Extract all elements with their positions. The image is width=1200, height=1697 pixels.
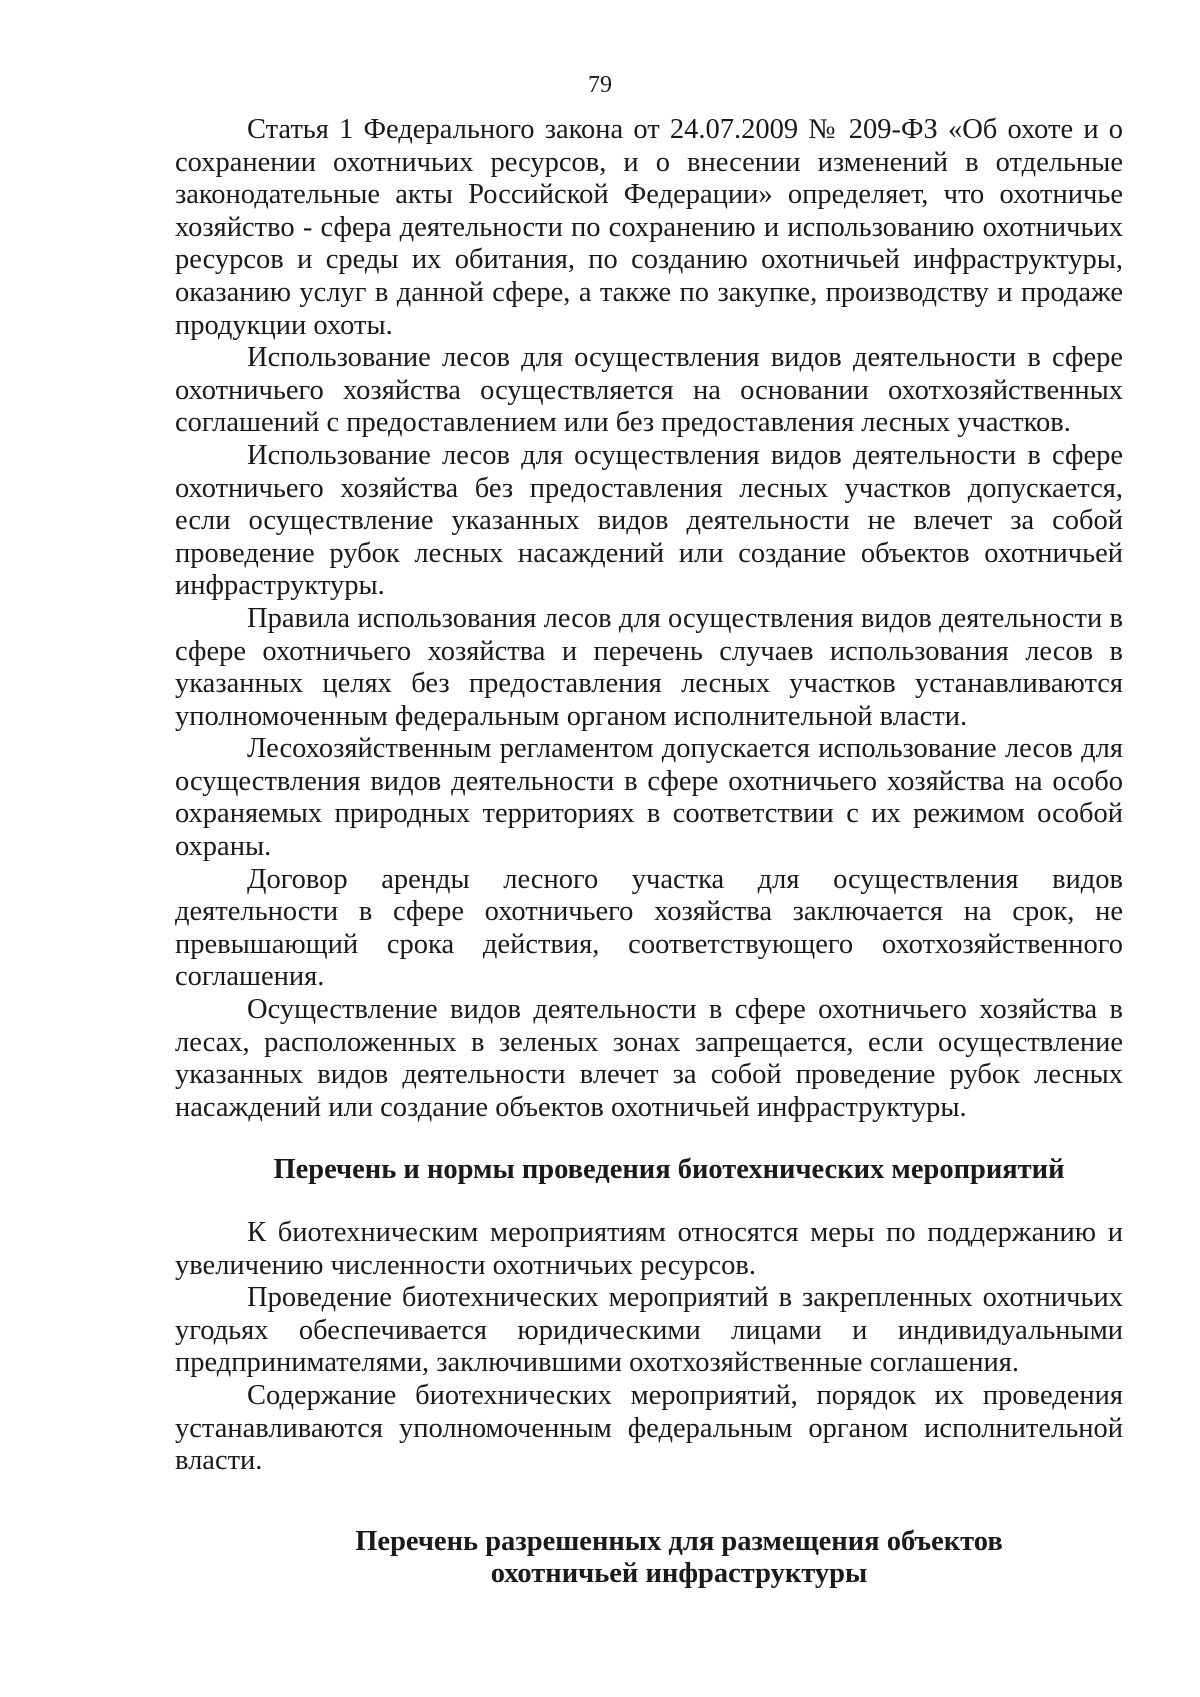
paragraph-lease-term: Договор аренды лесного участка для осуществления видов деятельности в сфере охотничьего хозяйства заключается на срок, не превышающий срока действия, соответствующего охотхозяйственного соглашения. xyxy=(175,863,1123,993)
section-heading-infrastructure xyxy=(175,1526,1123,1591)
paragraph-protected-areas: Лесохозяйственным регламентом допускается использование лесов для осуществления видов деятельности в сфере охотничьего хозяйства на особо охраняемых природных территориях в соответствии с их режимом особой охраны. xyxy=(175,733,1123,863)
paragraph-biotechnical-providers: Проведение биотехнических мероприятий в закрепленных охотничьих угодьях обеспечивается юридическими лицами и индивидуальными предпринимателями, заключившими охотхозяйственные соглашения. xyxy=(175,1282,1123,1379)
paragraph-hunting-law: Статья 1 Федерального закона от 24.07.2009 № 209-ФЗ «Об охоте и о сохранении охотничьих ресурсов, и о внесении изменений в отдельные законодательные акты Российской Федерации» определяет, что охотничье хозяйство - сфера деятельности по сохранению и использованию охотничьих ресурсов и среды их обитания, по созданию охотничьей инфраструктуры, оказанию услуг в данной сфере, а также по закупке, производству и продаже продукции охоты. xyxy=(175,114,1123,341)
section-heading-infrastructure-line-2: охотничьей инфраструктуры xyxy=(490,1558,868,1590)
paragraph-forest-use-basis: Использование лесов для осуществления видов деятельности в сфере охотничьего хозяйства осуществляется на основании охотхозяйственных соглашений с предоставлением или без предоставления лесных участков. xyxy=(175,342,1123,439)
page-number: 79 xyxy=(588,72,612,98)
paragraph-without-plots: Использование лесов для осуществления видов деятельности в сфере охотничьего хозяйства без предоставления лесных участков допускается, если осуществление указанных видов деятельности не влечет за собой проведение рубок лесных насаждений или создание объектов охотничьей инфраструктуры. xyxy=(175,439,1123,602)
document-body xyxy=(175,114,1123,1591)
paragraph-biotechnical-definition: К биотехническим мероприятиям относятся меры по поддержанию и увеличению численности охотничьих ресурсов. xyxy=(175,1217,1123,1281)
paragraph-rules: Правила использования лесов для осуществления видов деятельности в сфере охотничьего хозяйства и перечень случаев использования лесов в указанных целях без предоставления лесных участков устанавливаются уполномоченным федеральным органом исполнительной власти. xyxy=(175,602,1123,732)
section-heading-biotechnical: Перечень и нормы проведения биотехнических мероприятий xyxy=(273,1154,1065,1186)
paragraph-biotechnical-content: Содержание биотехнических мероприятий, порядок их проведения устанавливаются уполномоченным федеральным органом исполнительной власти. xyxy=(175,1379,1123,1477)
paragraph-green-zones: Осуществление видов деятельности в сфере охотничьего хозяйства в лесах, расположенных в зеленых зонах запрещается, если осуществление указанных видов деятельности влечет за собой проведение рубок лесных насаждений или создание объектов охотничьей инфраструктуры. xyxy=(175,994,1123,1123)
section-heading-infrastructure-line-1: Перечень разрешенных для размещения объектов xyxy=(355,1525,1003,1557)
